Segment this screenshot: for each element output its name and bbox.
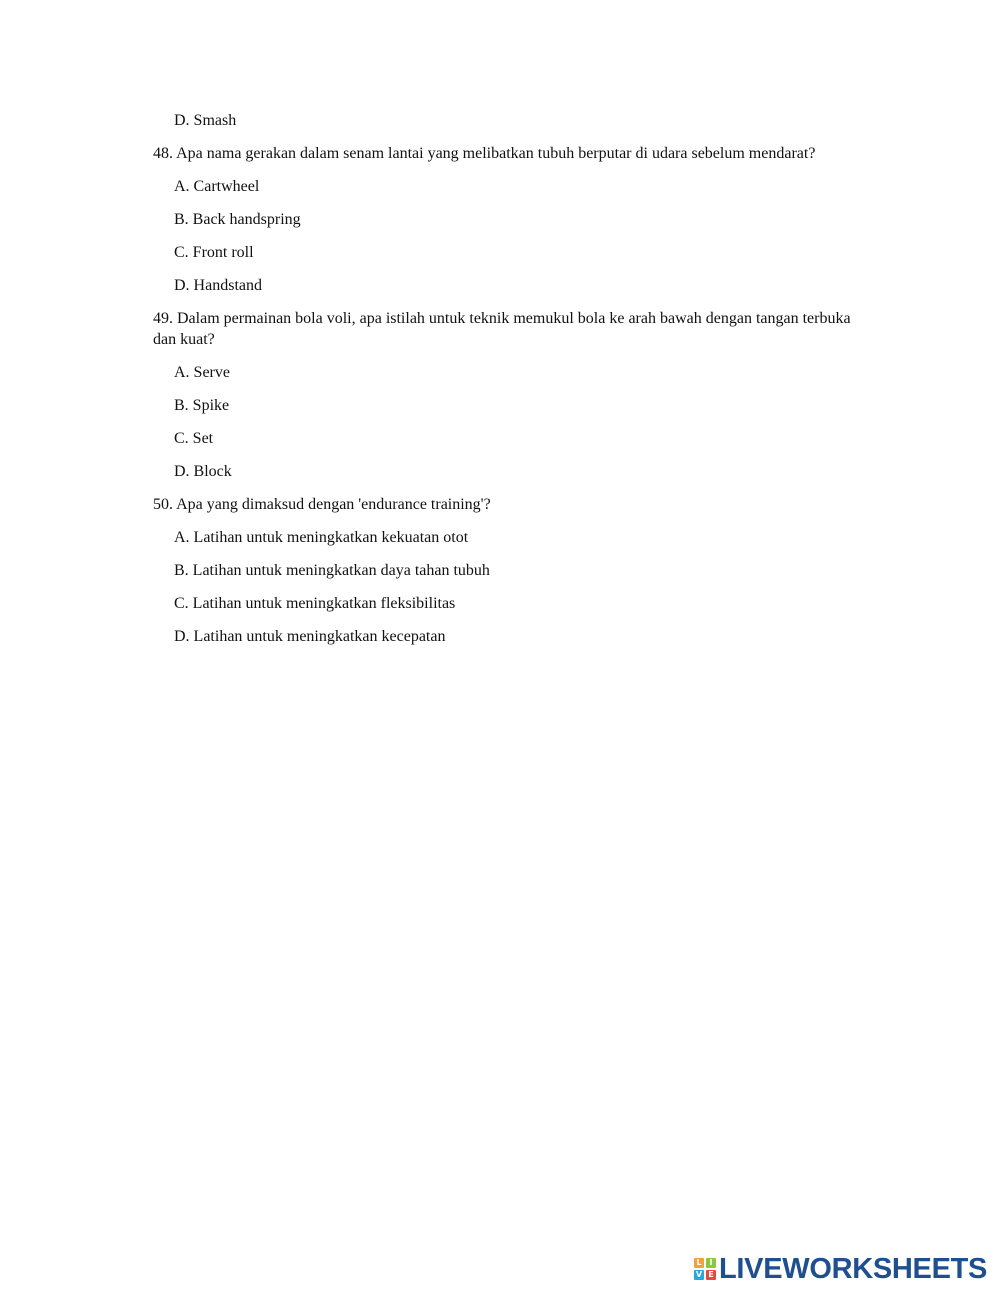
q50-option-a[interactable]: A. Latihan untuk meningkatkan kekuatan otot bbox=[174, 529, 469, 546]
q48-option-d[interactable]: D. Handstand bbox=[174, 277, 262, 294]
liveworksheets-logo bbox=[694, 1254, 987, 1284]
question-49: 49. Dalam permainan bola voli, apa istilah untuk teknik memukul bola ke arah bawah dengan tangan terbuka dan kuat? bbox=[153, 310, 851, 348]
q49-option-a[interactable]: A. Serve bbox=[174, 364, 230, 381]
worksheet-content bbox=[153, 110, 853, 659]
q48-option-c[interactable]: C. Front roll bbox=[174, 244, 254, 261]
question-48: 48. Apa nama gerakan dalam senam lantai yang melibatkan tubuh berputar di udara sebelum mendarat? bbox=[153, 145, 816, 162]
q49-option-c[interactable]: C. Set bbox=[174, 430, 214, 447]
logo-mark-i: I bbox=[706, 1258, 716, 1268]
q50-option-b[interactable]: B. Latihan untuk meningkatkan daya tahan tubuh bbox=[174, 562, 490, 579]
q50-option-d[interactable]: D. Latihan untuk meningkatkan kecepatan bbox=[174, 628, 446, 645]
logo-mark-icon bbox=[694, 1258, 716, 1280]
logo-mark-e: E bbox=[706, 1270, 716, 1280]
q49-option-d[interactable]: D. Block bbox=[174, 463, 232, 480]
option-d-smash: D. Smash bbox=[174, 112, 237, 129]
logo-mark-v: V bbox=[695, 1270, 703, 1279]
logo-text: LIVEWORKSHEETS bbox=[719, 1253, 988, 1285]
q48-option-a[interactable]: A. Cartwheel bbox=[174, 178, 260, 195]
logo-mark-l: L bbox=[694, 1258, 704, 1268]
q48-option-b[interactable]: B. Back handspring bbox=[174, 211, 301, 228]
q50-option-c[interactable]: C. Latihan untuk meningkatkan fleksibilitas bbox=[174, 595, 456, 612]
question-50: 50. Apa yang dimaksud dengan 'endurance training'? bbox=[153, 496, 491, 513]
q49-option-b[interactable]: B. Spike bbox=[174, 397, 230, 414]
